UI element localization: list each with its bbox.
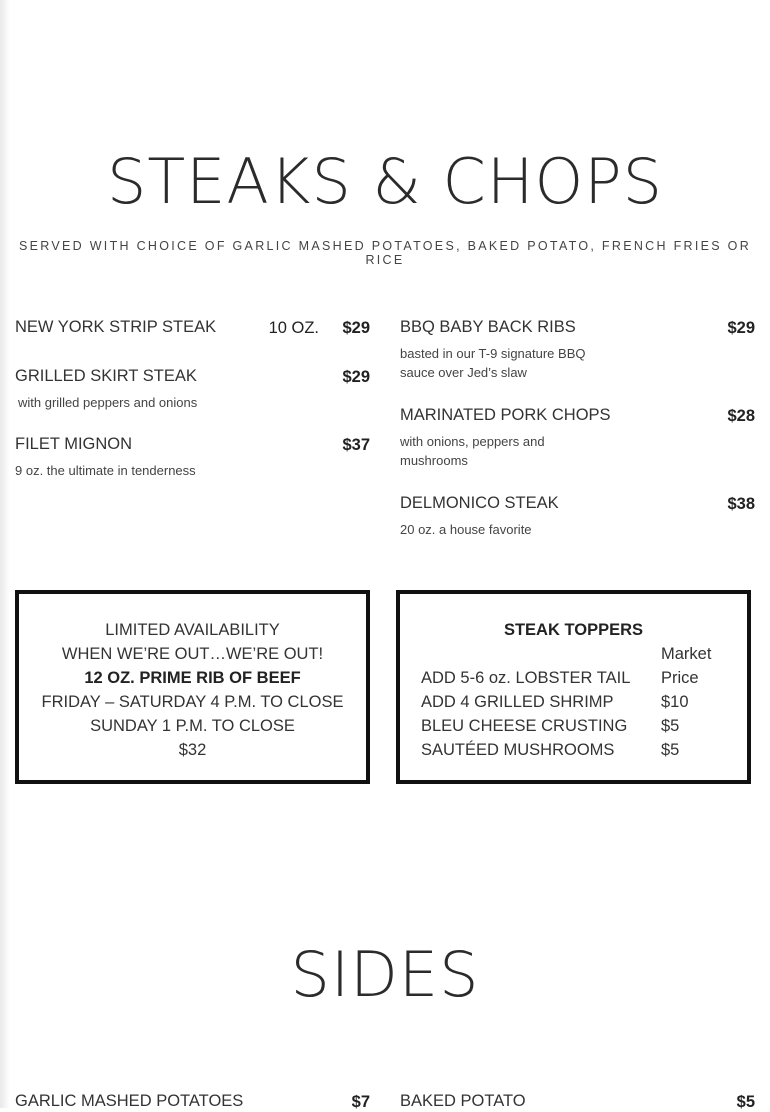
item-name: GARLIC MASHED POTATOES [15, 1092, 244, 1110]
topper-price-line: Market [661, 645, 712, 663]
section-subtitle: SERVED WITH CHOICE OF GARLIC MASHED POTATOES, BAKED POTATO, FRENCH FRIES OR RICE [18, 239, 752, 267]
topper-price-line: Price [661, 669, 699, 687]
item-price: $7 [351, 1093, 370, 1111]
item-description [400, 344, 755, 382]
item-name: GRILLED SKIRT STEAK [15, 367, 197, 385]
item-description-line: sauce over Jed’s slaw [400, 365, 527, 380]
menu-item-garlic-mashed [15, 1092, 370, 1111]
topper-name: SAUTÉED MUSHROOMS [421, 741, 615, 759]
topper-name: ADD 5-6 oz. LOBSTER TAIL [421, 669, 631, 687]
topper-row [421, 714, 727, 738]
item-price: $29 [342, 368, 370, 386]
section-title-sides: SIDES [290, 938, 480, 1011]
topper-name: BLEU CHEESE CRUSTING [421, 717, 628, 735]
menu-item-new-york-strip [15, 318, 370, 337]
menu-item-delmonico [400, 494, 755, 539]
menu-item-pork-chops [400, 406, 755, 470]
item-price: $29 [342, 319, 370, 337]
item-name: BBQ BABY BACK RIBS [400, 318, 576, 336]
item-description: with grilled peppers and onions [18, 395, 198, 410]
item-size: 10 OZ. [268, 319, 319, 337]
steak-toppers-box [396, 590, 751, 784]
topper-row [421, 666, 727, 690]
toppers-title: STEAK TOPPERS [503, 621, 644, 639]
item-name: NEW YORK STRIP STEAK [15, 318, 217, 336]
item-price: $29 [727, 319, 755, 337]
item-description-line: basted in our T-9 signature BBQ [400, 346, 586, 361]
item-name: BAKED POTATO [400, 1092, 526, 1110]
box-line: FRIDAY – SATURDAY 4 P.M. TO CLOSE [41, 693, 344, 711]
topper-row [421, 738, 727, 762]
menu-item-baked-potato [400, 1092, 755, 1111]
menu-item-filet-mignon [15, 435, 370, 480]
box-line: SUNDAY 1 P.M. TO CLOSE [90, 717, 295, 735]
item-name: DELMONICO STEAK [400, 494, 559, 512]
item-name: FILET MIGNON [15, 435, 133, 453]
menu-item-bbq-ribs [400, 318, 755, 382]
prime-rib-box [15, 590, 370, 784]
item-price: $5 [736, 1093, 755, 1111]
section-title-steaks: STEAKS & CHOPS [106, 145, 664, 218]
item-name: MARINATED PORK CHOPS [400, 406, 611, 424]
box-line-highlight: 12 OZ. PRIME RIB OF BEEF [84, 669, 301, 687]
item-price: $28 [727, 407, 755, 425]
box-line: WHEN WE’RE OUT…WE’RE OUT! [61, 645, 324, 663]
topper-price: $10 [661, 693, 689, 711]
menu-item-grilled-skirt [15, 367, 370, 412]
topper-name: ADD 4 GRILLED SHRIMP [421, 693, 614, 711]
item-description-line: mushrooms [400, 453, 468, 468]
item-description [400, 520, 755, 539]
item-price: $37 [342, 436, 370, 454]
topper-price: $5 [661, 717, 680, 735]
item-description-line: 20 oz. a house favorite [400, 522, 532, 537]
topper-price: $5 [661, 741, 680, 759]
box-price: $32 [178, 741, 207, 759]
item-price: $38 [727, 495, 755, 513]
box-line: LIMITED AVAILABILITY [105, 621, 280, 639]
topper-row [421, 690, 727, 714]
item-description: 9 oz. the ultimate in tenderness [15, 463, 196, 478]
item-description [400, 432, 755, 470]
item-description-line: with onions, peppers and [400, 434, 545, 449]
topper-row [421, 642, 727, 666]
